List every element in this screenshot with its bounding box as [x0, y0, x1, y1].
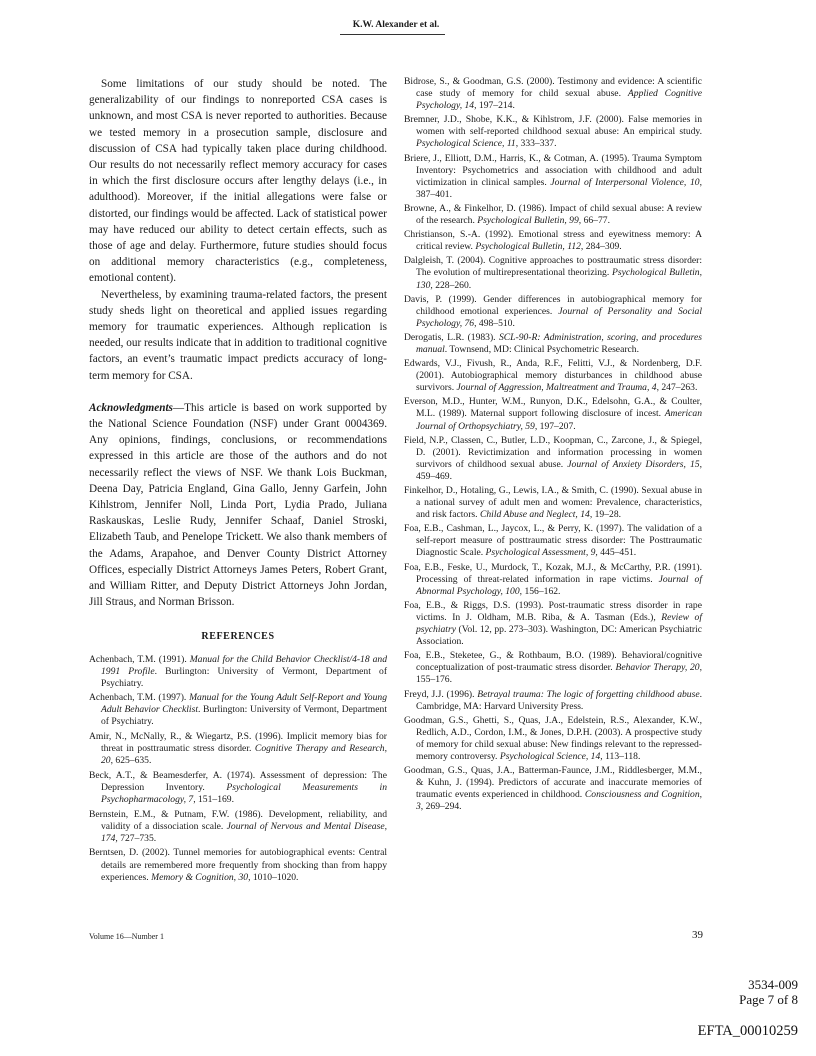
reference-text-tail: , 269–294.	[420, 801, 462, 813]
reference-entry	[404, 435, 702, 483]
reference-title: Applied Cognitive Psychology, 14	[416, 88, 702, 112]
reference-text-tail: , 727–735.	[115, 832, 157, 844]
reference-text-tail: , 247–263.	[656, 382, 698, 394]
reference-text: Foa, E.B., Cashman, L., Jaycox, L., & Perry, K. (1997). The validation of a self-report measure of posttraumatic stress disorder: The Posttraumatic Diagnostic Scale.	[404, 523, 702, 559]
reference-entry	[404, 358, 702, 394]
reference-text: Goodman, G.S., Quas, J.A., Batterman-Faunce, J.M., Riddlesberger, M.M., & Kuhn, J. (1994). Predictors of accurate and inaccurate memories of traumatic events experienced in childhood.	[404, 765, 702, 801]
reference-text-tail: , 284–309.	[580, 241, 622, 253]
reference-title: Psychological Bulletin, 99	[477, 215, 579, 227]
reference-title: SCL-90-R: Administration, scoring, and procedures manual	[416, 331, 702, 355]
reference-text-tail: , 113–118.	[600, 750, 641, 762]
reference-entry	[404, 650, 702, 686]
reference-text: Berntsen, D. (2002). Tunnel memories for autobiographical events: Central details are remembered more frequently from shocking than from happy experiences.	[89, 847, 387, 883]
reference-text: Goodman, G.S., Ghetti, S., Quas, J.A., Edelstein, R.S., Alexander, K.W., Redlich, A.D., Cordon, I.M., & Jones, D.P.H. (2003). A prospective study of memory for child sexual abuse: New findings relevant to the repressed-memory controversy.	[404, 714, 702, 762]
reference-title: Psychological Assessment, 9	[485, 547, 596, 559]
reference-title: Journal of Personality and Social Psychology, 76	[416, 305, 702, 329]
reference-text: Bidrose, S., & Goodman, G.S. (2000). Testimony and evidence: A scientific case study of memory for child sexual abuse.	[404, 76, 702, 100]
reference-text-tail: , 387–401.	[416, 176, 702, 200]
reference-entry	[404, 396, 702, 432]
reference-text-tail: , 445–451.	[595, 547, 637, 559]
reference-text: Briere, J., Elliott, D.M., Harris, K., & Cotman, A. (1995). Trauma Symptom Inventory: Psychometrics and association with childhood and adult victimization in clinical samples.	[404, 152, 702, 188]
reference-text: Derogatis, L.R. (1983).	[404, 331, 499, 343]
stamp-doc-id: 3534-009	[748, 977, 798, 992]
reference-title: Child Abuse and Neglect, 14	[479, 509, 590, 521]
reference-entry	[404, 332, 702, 356]
reference-text-tail: . Cambridge, MA: Harvard University Press.	[416, 688, 703, 712]
reference-text: Amir, N., McNally, R., & Wiegartz, P.S. (1996). Implicit memory bias for threat in posttraumatic stress disorder.	[89, 731, 387, 755]
reference-entry	[404, 600, 702, 648]
reference-entry	[404, 485, 702, 521]
reference-entry	[404, 689, 702, 713]
reference-text-tail: , 66–77.	[578, 215, 610, 227]
reference-text: Browne, A., & Finkelhor, D. (1986). Impact of child sexual abuse: A review of the research.	[404, 202, 702, 227]
reference-text-tail: . Burlington: University of Vermont, Department of Psychiatry.	[101, 665, 388, 689]
reference-text: Dalgleish, T. (2004). Cognitive approaches to posttraumatic stress disorder: The evolution of multirepresentational theorizing.	[404, 255, 702, 279]
reference-title: Psychological Science, 11	[416, 138, 516, 150]
reference-text: Finkelhor, D., Hotaling, G., Lewis, I.A., & Smith, C. (1990). Sexual abuse in a national survey of adult men and women: Prevalence, characteristics, and risk factors.	[404, 485, 702, 521]
reference-entry	[89, 731, 387, 767]
reference-entry	[404, 229, 702, 253]
reference-text-tail: , 151–169.	[193, 794, 234, 806]
reference-title: Betrayal trauma: The logic of forgetting childhood abuse	[477, 688, 700, 700]
reference-text-tail: , 1010–1020.	[248, 871, 299, 883]
reference-title: Behavior Therapy, 20	[615, 662, 700, 674]
acknowledgments	[89, 400, 387, 611]
reference-title: Journal of Abnormal Psychology, 100	[416, 573, 702, 597]
reference-text-tail: , 155–176.	[416, 662, 702, 686]
reference-title: Cognitive Therapy and Research, 20	[101, 743, 387, 767]
right-column	[404, 76, 702, 815]
reference-title: Journal of Nervous and Mental Disease, 174	[101, 820, 387, 844]
acknowledgments-heading: Acknowledgments	[89, 401, 173, 414]
footer-journal-issue: Volume 16—Number 1	[89, 932, 164, 941]
reference-text: Achenbach, T.M. (1997).	[89, 692, 190, 704]
reference-text-tail: , 197–207.	[534, 420, 576, 432]
left-column	[89, 76, 387, 886]
references-heading: REFERENCES	[201, 630, 275, 642]
reference-text: Foa, E.B., & Riggs, D.S. (1993). Post-traumatic stress disorder in rape victims. In J. Oldham, M.B. Riba, & A. Tasman (Eds.),	[404, 599, 702, 623]
reference-text-tail: , 625–635.	[110, 755, 152, 767]
reference-text: Bremner, J.D., Shobe, K.K., & Kihlstrom, J.F. (2000). False memories in women with self-reported childhood sexual abuse: An empirical study.	[404, 114, 702, 138]
reference-entry	[89, 847, 387, 883]
reference-title: Psychological Bulletin, 112	[475, 241, 581, 253]
reference-text: Beck, A.T., & Beamesderfer, A. (1974). Assessment of depression: The Depression Inventory.	[89, 769, 387, 793]
reference-title: Journal of Interpersonal Violence, 10	[550, 176, 700, 188]
stamp-page-of: Page 7 of 8	[739, 992, 798, 1007]
reference-text-tail: , 498–510.	[474, 317, 515, 329]
stamp-bates-number: EFTA_00010259	[697, 1023, 798, 1039]
reference-entry	[404, 765, 702, 813]
reference-entry	[89, 770, 387, 806]
reference-entry	[89, 692, 387, 728]
reference-title: Psychological Measurements in Psychopharmacology, 7	[101, 781, 387, 806]
body-paragraph-1: Some limitations of our study should be noted. The generalizability of our findings to nonreported CSA cases is unknown, and most CSA is never reported to authorities. Because we tested memory in a prosecution sample, disclosure and discussion of CSA had typically taken place during childhood. Our results do not necessarily reflect memory accuracy for cases in which the first disclosure occurs after lengthy delays (i.e., in adulthood). Moreover, if the initial allegations were false or distorted, our findings would be affected. Lack of statistical power may have reduced our ability to detect certain effects, such as those of age and delay. Furthermore, future studies should focus on additional memory characteristics (e.g., completeness, emotional content).	[89, 78, 387, 285]
reference-entry	[404, 523, 702, 559]
reference-title: Manual for the Child Behavior Checklist/4-18 and 1991 Profile	[101, 653, 387, 677]
reference-text: Freyd, J.J. (1996).	[404, 688, 478, 700]
reference-text-tail: (Vol. 12, pp. 273–303). Washington, DC: American Psychiatric Association.	[416, 624, 702, 648]
running-head: K.W. Alexander et al.	[352, 20, 440, 30]
reference-title: Psychological Science, 14	[499, 750, 601, 762]
acknowledgments-text: —This article is based on work supported by the National Science Foundation (NSF) under Grant 0004369. Any opinions, findings, conclusions, or recommendations expressed in this article are those of the authors and do not necessarily reflect the views of NSF. We thank Lois Buckman, Deena Day, Patricia England, Gina Gallo, Jenny Garfein, John Kihlstrom, Jennifer Noll, Linda Port, Lydia Prado, Juliana Raskauskas, Leslie Rudy, Jennifer Schaaf, Daniel Stroski, Elizabeth Taub, and Penelope Trickett. We also thank members of the Adams, Arapahoe, and Denver County District Attorney Offices, especially District Attorneys James Peters, Robert Grant, and William Ritter, and Deputy District Attorneys John Jordan, Jill Straus, and Norman Brisson.	[89, 401, 387, 609]
reference-entry	[404, 562, 702, 598]
reference-entry	[404, 294, 702, 330]
reference-entry	[404, 203, 702, 227]
header-rule	[340, 34, 445, 35]
reference-text-tail: , 156–162.	[519, 585, 561, 597]
reference-text: Davis, P. (1999). Gender differences in autobiographical memory for childhood emotional experiences.	[404, 293, 702, 317]
reference-text: Bernstein, E.M., & Putnam, F.W. (1986). Development, reliability, and validity of a dissociation scale.	[89, 808, 387, 832]
footer-page-number: 39	[692, 929, 703, 941]
reference-text-tail: , 228–260.	[430, 279, 472, 291]
reference-title: Memory & Cognition, 30	[151, 871, 249, 883]
reference-entry	[404, 76, 702, 112]
reference-entry	[404, 114, 702, 150]
reference-text-tail: , 197–214.	[474, 100, 515, 112]
reference-entry	[404, 715, 702, 763]
reference-text: Field, N.P., Classen, C., Butler, L.D., Koopman, C., Zarcone, J., & Spiegel, D. (2001). Revictimization and information processing in women survivors of childhood sexual abuse.	[404, 434, 702, 470]
reference-text-tail: , 19–28.	[589, 509, 622, 521]
reference-title: American Journal of Orthopsychiatry, 59	[416, 408, 702, 432]
reference-entry	[89, 654, 387, 690]
reference-entry	[89, 809, 387, 845]
reference-title: Review of psychiatry	[416, 611, 703, 636]
reference-text-tail: , 459–469.	[416, 458, 702, 482]
reference-text-tail: . Townsend, MD: Clinical Psychometric Research.	[444, 343, 639, 355]
reference-text: Foa, E.B., Feske, U., Murdock, T., Kozak, M.J., & McCarthy, P.R. (1991). Processing of threat-related information in rape victims.	[404, 561, 702, 585]
reference-list-left	[89, 654, 387, 884]
reference-text: Edwards, V.J., Fivush, R., Anda, R.F., Felitti, V.J., & Nordenberg, D.F. (2001). Autobiographical memory disturbances in childhood abuse survivors.	[404, 358, 702, 394]
reference-text: Everson, M.D., Hunter, W.M., Runyon, D.K., Edelsohn, G.A., & Coulter, M.L. (1989). Maternal support following disclosure of incest.	[404, 396, 702, 420]
reference-title: Journal of Anxiety Disorders, 15	[567, 458, 700, 470]
reference-entry	[404, 153, 702, 201]
reference-title: Manual for the Young Adult Self-Report and Young Adult Behavior Checklist	[101, 692, 387, 716]
reference-text: Foa, E.B., Steketee, G., & Rothbaum, B.O. (1989). Behavioral/cognitive conceptualization of post-traumatic stress disorder.	[404, 650, 702, 674]
body-paragraph-2: Nevertheless, by examining trauma-related factors, the present study sheds light on theoretical and applied issues regarding memory for traumatic experiences. Although replication is needed, our results indicate that in addition to traditional cognitive factors, an event’s traumatic impact predicts accuracy of long-term memory for CSA.	[89, 288, 387, 382]
reference-title: Journal of Aggression, Maltreatment and Trauma, 4	[456, 382, 657, 394]
reference-text-tail: . Burlington: University of Vermont, Department of Psychiatry.	[101, 704, 387, 728]
reference-title: Consciousness and Cognition, 3	[416, 789, 703, 813]
reference-list-right	[404, 76, 702, 813]
reference-title: Psychological Bulletin, 130	[416, 267, 702, 291]
reference-entry	[404, 255, 702, 291]
reference-text: Christianson, S.-A. (1992). Emotional stress and eyewitness memory: A critical review.	[404, 229, 702, 253]
reference-text: Achenbach, T.M. (1991).	[89, 653, 190, 665]
reference-text-tail: , 333–337.	[515, 138, 557, 150]
